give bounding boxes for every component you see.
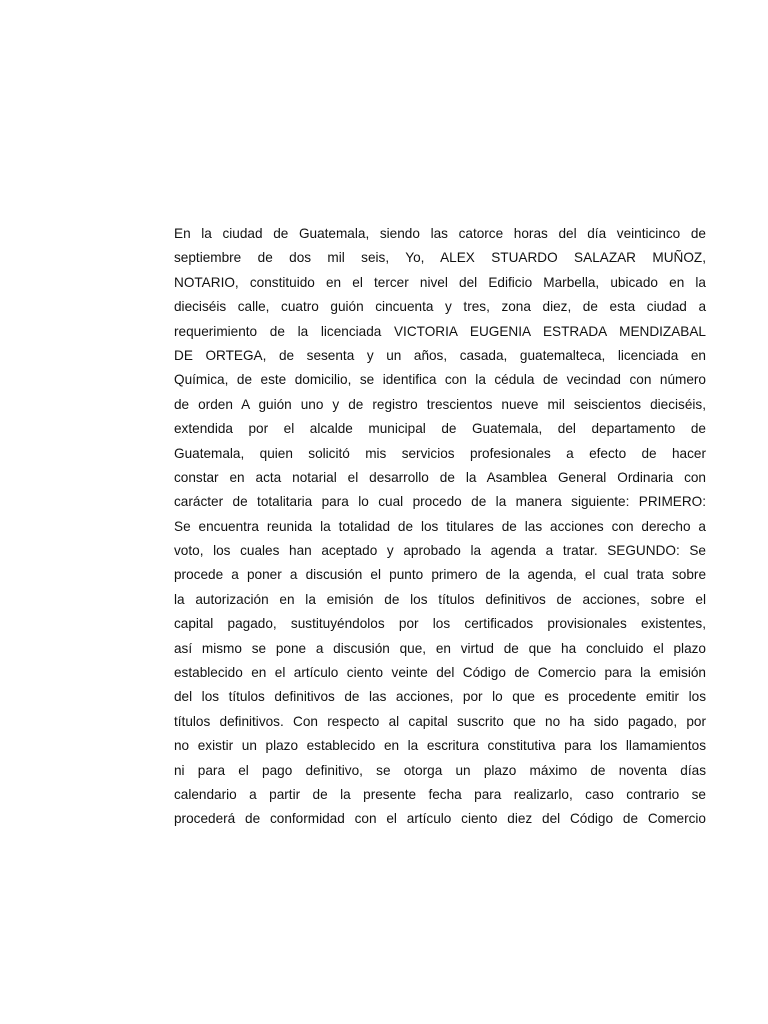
text-line: calendario a partir de la presente fecha para realizarlo, caso contrario se xyxy=(174,786,706,802)
text-line: capital pagado, sustituyéndolos por los certificados provisionales existentes, xyxy=(174,616,706,632)
text-line: procederá de conformidad con el artículo ciento diez del Código de Comercio xyxy=(174,811,706,827)
text-line: DE ORTEGA, de sesenta y un años, casada, guatemalteca, licenciada en xyxy=(174,347,706,363)
text-line: de orden A guión uno y de registro trescientos nueve mil seiscientos dieciséis, xyxy=(174,396,706,412)
text-line: así mismo se pone a discusión que, en virtud de que ha concluido el plazo xyxy=(174,640,706,656)
text-line: la autorización en la emisión de los títulos definitivos de acciones, sobre el xyxy=(174,591,706,607)
text-line: constar en acta notarial el desarrollo de la Asamblea General Ordinaria con xyxy=(174,469,706,485)
text-line: títulos definitivos. Con respecto al capital suscrito que no ha sido pagado, por xyxy=(174,713,706,729)
text-line: establecido en el artículo ciento veinte del Código de Comercio para la emisión xyxy=(174,665,706,681)
text-line: no existir un plazo establecido en la escritura constitutiva para los llamamientos xyxy=(174,738,706,754)
text-line: Se encuentra reunida la totalidad de los titulares de las acciones con derecho a xyxy=(174,518,706,534)
text-line: ni para el pago definitivo, se otorga un plazo máximo de noventa días xyxy=(174,762,706,778)
text-line: del los títulos definitivos de las acciones, por lo que es procedente emitir los xyxy=(174,689,706,705)
text-line: extendida por el alcalde municipal de Guatemala, del departamento de xyxy=(174,421,706,437)
text-line: septiembre de dos mil seis, Yo, ALEX STUARDO SALAZAR MUÑOZ, xyxy=(174,250,706,266)
text-line: En la ciudad de Guatemala, siendo las catorce horas del día veinticinco de xyxy=(174,226,706,241)
text-line: voto, los cuales han aceptado y aprobado la agenda a tratar. SEGUNDO: Se xyxy=(174,543,706,559)
text-line: requerimiento de la licenciada VICTORIA EUGENIA ESTRADA MENDIZABAL xyxy=(174,323,706,339)
text-line: procede a poner a discusión el punto primero de la agenda, el cual trata sobre xyxy=(174,567,706,583)
text-line: Guatemala, quien solicitó mis servicios profesionales a efecto de hacer xyxy=(174,445,706,461)
text-line: carácter de totalitaria para lo cual procedo de la manera siguiente: PRIMERO: xyxy=(174,494,706,510)
text-line: NOTARIO, constituido en el tercer nivel del Edificio Marbella, ubicado en la xyxy=(174,274,706,290)
notarial-act-text xyxy=(174,222,706,832)
text-line: Química, de este domicilio, se identifica con la cédula de vecindad con número xyxy=(174,372,706,388)
text-line: dieciséis calle, cuatro guión cincuenta y tres, zona diez, de esta ciudad a xyxy=(174,299,706,315)
